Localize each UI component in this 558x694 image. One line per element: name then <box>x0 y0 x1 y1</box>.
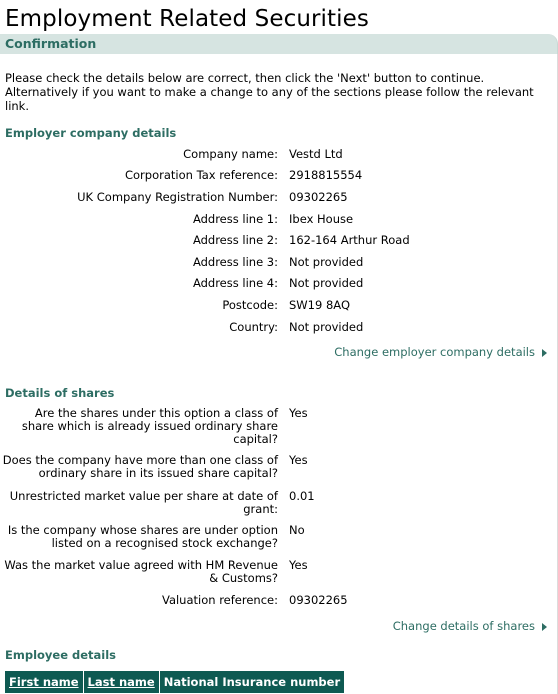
field-label: Country: <box>229 320 278 334</box>
field-value: Yes <box>289 558 308 572</box>
field-value: No <box>289 523 305 537</box>
field-value: 2918815554 <box>289 168 363 182</box>
field-label: Company name: <box>183 147 278 161</box>
field-value: 09302265 <box>289 593 348 607</box>
column-header-first-name[interactable] <box>5 671 83 693</box>
field-value: Not provided <box>289 320 364 334</box>
sort-link-first-name[interactable]: First name <box>9 675 79 689</box>
field-value: Vestd Ltd <box>289 147 343 161</box>
field-label: Does the company have more than one class of ordinary share in its issued share capital? <box>2 453 278 480</box>
field-label: Address line 3: <box>192 255 278 269</box>
field-value: 0.01 <box>289 489 315 503</box>
field-label: Unrestricted market value per share at date of grant: <box>9 489 278 516</box>
change-employer-link[interactable] <box>334 345 547 359</box>
field-label: Address line 1: <box>192 212 278 226</box>
change-shares-link-text[interactable]: Change details of shares <box>392 619 535 633</box>
field-value: Not provided <box>289 255 364 269</box>
change-employer-link-text[interactable]: Change employer company details <box>334 345 535 359</box>
field-label: Valuation reference: <box>161 593 278 607</box>
section-bar-confirmation <box>0 34 558 54</box>
change-shares-link[interactable] <box>393 619 547 633</box>
chevron-right-icon <box>542 349 547 357</box>
field-label: Address line 2: <box>192 233 278 247</box>
field-value: Yes <box>289 453 308 467</box>
field-label: Postcode: <box>222 298 278 312</box>
employees-section-heading: Employee details <box>5 648 117 662</box>
column-header-last-name[interactable] <box>83 671 159 693</box>
intro-text: Please check the details below are correct, then click the 'Next' button to continue. Alternatively if you want to make a change to any of the sections please follow the relevant link. <box>5 71 534 113</box>
employee-table-header <box>5 671 344 693</box>
confirmation-heading: Confirmation <box>5 36 97 51</box>
field-value: 162-164 Arthur Road <box>289 233 410 247</box>
field-value: Not provided <box>289 276 364 290</box>
field-label: Is the company whose shares are under option listed on a recognised stock exchange? <box>7 523 278 550</box>
employee-table <box>5 671 344 693</box>
field-value: Yes <box>289 406 308 420</box>
field-value: 09302265 <box>289 190 348 204</box>
field-label: Corporation Tax reference: <box>124 168 278 182</box>
column-header-ni-number <box>159 671 344 693</box>
shares-section-heading: Details of shares <box>5 386 115 400</box>
field-label: Was the market value agreed with HM Revenue & Customs? <box>4 558 278 585</box>
ni-number-header-text: National Insurance number <box>163 675 341 689</box>
sort-link-last-name[interactable]: Last name <box>87 675 155 689</box>
employer-section-heading: Employer company details <box>5 126 177 140</box>
field-label: UK Company Registration Number: <box>77 190 278 204</box>
field-label: Are the shares under this option a class of share which is already issued ordinary share capital? <box>21 406 278 446</box>
main-content <box>0 54 558 694</box>
field-value: SW19 8AQ <box>289 298 350 312</box>
field-value: Ibex House <box>289 212 354 226</box>
chevron-right-icon <box>542 623 547 631</box>
page-title: Employment Related Securities <box>5 6 369 32</box>
field-label: Address line 4: <box>192 276 278 290</box>
